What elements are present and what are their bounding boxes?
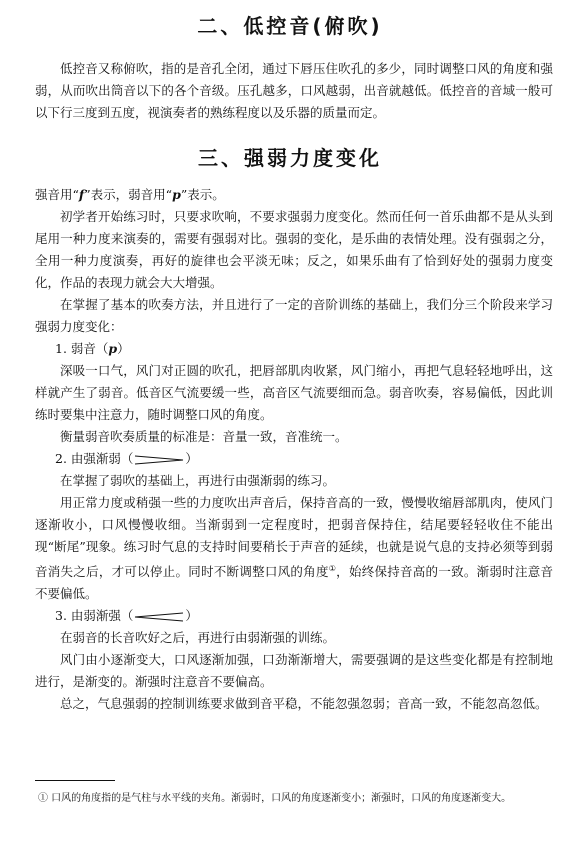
piano-symbol-2: p xyxy=(108,341,118,356)
paragraph-summary: 总之，气息强弱的控制训练要求做到音平稳，不能忽强忽弱；音高一致，不能忽高忽低。 xyxy=(60,696,548,712)
dynamics-section xyxy=(35,184,553,715)
footnote-ref: ① xyxy=(328,564,337,573)
paragraph-crescendo-intro: 在弱音的长音吹好之后，再进行由弱渐强的训练。 xyxy=(60,630,336,646)
paragraph-three-stages: 在掌握了基本的吹奏方法，并且进行了一定的音阶训练的基础上，我们分三个阶段来学习强弱力度变化： xyxy=(35,297,553,334)
dynamics-intro xyxy=(35,184,553,206)
paragraph-decrescendo xyxy=(35,492,553,605)
subheading-crescendo xyxy=(35,605,553,627)
paragraph-soft-standard: 衡量弱音吹奏质量的标准是：音量一致，音准统一。 xyxy=(60,429,348,444)
crescendo-hairpin-icon xyxy=(133,612,185,622)
subheading-soft-close: ） xyxy=(117,341,130,356)
subheading-soft-text: 1. 弱音（ xyxy=(55,341,109,356)
paragraph-crescendo: 风门由小逐渐变大，口风逐渐加强，口劲渐渐增大，需要强调的是这些变化都是有控制地进行，是渐变的。渐强时注意音不要偏高。 xyxy=(35,652,553,690)
piano-symbol: p xyxy=(172,187,181,202)
paragraph-soft: 深吸一口气，风门对正圆的吹孔，把唇部肌肉收紧，风门缩小，再把气息轻轻地呼出，这样就产生了弱音。低音区气流要缓一些，高音区气流要细而急。弱音吹奏，容易偏低，因此训练时要集中注意力，随时调整口风的角度。 xyxy=(35,363,553,422)
paragraph-decrescendo-end: ，始终保持音高的一致。渐弱时注意音不要偏低。 xyxy=(35,564,553,602)
subheading-decrescendo-text: 2. 由强渐弱（ xyxy=(55,451,134,466)
intro-text-c: ”表示。 xyxy=(180,187,225,202)
section-heading-dynamics: 三、强弱力度变化 xyxy=(198,146,382,170)
paragraph-low-control: 低控音又称俯吹，指的是音孔全闭，通过下唇压住吹孔的多少，同时调整口风的角度和强弱，从而吹出筒音以下的各个音级。压孔越多，口风越弱，出音就越低。低控音的音域一般可以下行三度到五度，视演奏者的熟练程度以及乐器的质量而定。 xyxy=(35,61,553,120)
subheading-decrescendo xyxy=(35,448,553,470)
section-heading-low-control: 二、低控音(俯吹) xyxy=(197,14,383,38)
subheading-soft xyxy=(35,338,553,360)
paragraph-decrescendo-intro: 在掌握了弱吹的基础上，再进行由强渐弱的练习。 xyxy=(60,473,336,488)
decrescendo-hairpin-icon xyxy=(133,455,185,465)
intro-text-a: 强音用“ xyxy=(35,187,79,202)
intro-text-b: ”表示，弱音用“ xyxy=(84,187,173,202)
footnote: ① 口风的角度指的是气柱与水平线的夹角。渐弱时，口风的角度逐渐变小；渐强时，口风的角度逐渐变大。 xyxy=(38,793,512,804)
subheading-decrescendo-close: ） xyxy=(185,451,198,466)
paragraph-beginners: 初学者开始练习时，只要求吹响，不要求强弱力度变化。然而任何一首乐曲都不是从头到尾用一种力度来演奏的，需要有强弱对比。强弱的变化，是乐曲的表情处理。没有强弱之分，全用一种力度演奏，再好的旋律也会平淡无味；反之，如果乐曲有了恰到好处的强弱力度变化，作品的表现力就会大大增强。 xyxy=(35,209,553,290)
subheading-crescendo-close: ） xyxy=(185,608,198,624)
forte-symbol: f xyxy=(78,187,85,202)
footnote-divider xyxy=(35,780,115,781)
paragraph-decrescendo-text: 用正常力度或稍强一些的力度吹出声音后，保持音高的一致，慢慢收缩唇部肌肉，使风门逐渐收小，口风慢慢收细。当渐弱到一定程度时，把弱音保持住，结尾要轻轻收住不能出现“断尾”现象。练习时气息的支持时间要稍长于声音的延续，也就是说气息的支持必须等到弱音消失之后，才可以停止。同时不断调整口风的角度 xyxy=(35,495,553,580)
subheading-crescendo-text: 3. 由弱渐强（ xyxy=(55,608,134,624)
